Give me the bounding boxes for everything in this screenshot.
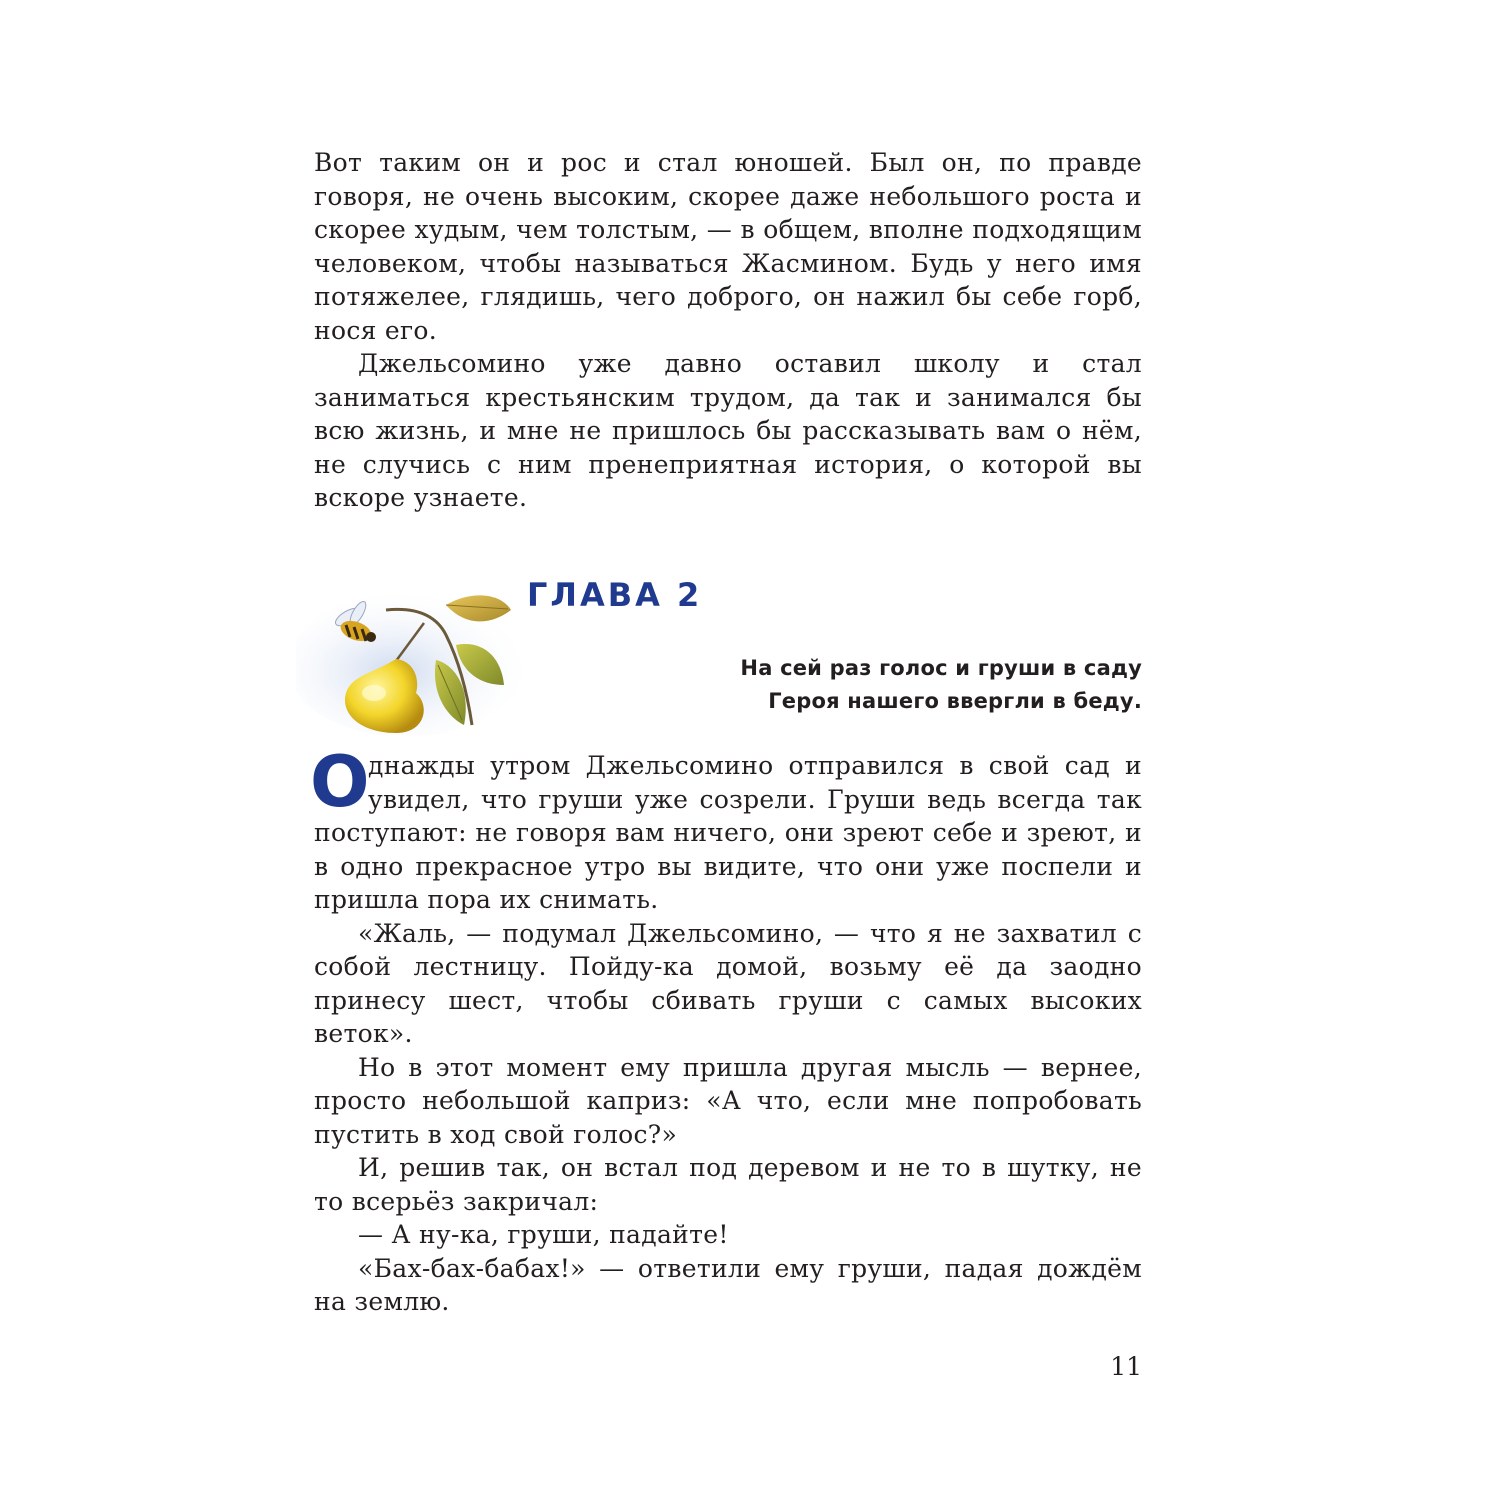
chapter-title: ГЛАВА 2: [527, 576, 703, 614]
paragraph: — А ну-ка, груши, падайте!: [358, 1220, 729, 1249]
paragraph: И, решив так, он встал под деревом и не то в шутку, не то всерьёз закричал:: [314, 1153, 1142, 1216]
paragraph: «Бах-бах-бабах!» — ответили ему груши, падая дождём на землю.: [314, 1253, 1142, 1316]
opening-paragraph-text: днажды утром Джельсомино отправился в свой сад и увидел, что груши уже созрели. Груши ведь всегда так поступают: не говоря вам ничего, они зреют себе и зреют, и в одно прекрасное утро вы видите, что они уже поспели и пришла пора их снимать.: [314, 751, 1142, 914]
paragraph: Но в этот момент ему пришла другая мысль — вернее, просто небольшой каприз: «А что, если мне попробовать пустить в ход свой голос?»: [314, 1052, 1142, 1149]
chapter-epigraph: [740, 652, 1142, 718]
page-number: 11: [1110, 1352, 1142, 1381]
paragraph: «Жаль, — подумал Джельсомино, — что я не захватил с собой лестницу. Пойду-ка домой, возьму её да заодно принесу шест, чтобы сбивать груши с самых высоких веток».: [314, 918, 1142, 1048]
paragraph: Джельсомино уже давно оставил школу и стал заниматься крестьянским трудом, да так и занимался бы всю жизнь, и мне не пришлось бы рассказывать вам о нём, не случись с ним пренеприятная история, о которой вы вскоре узнаете.: [314, 349, 1142, 512]
epigraph-line: Героя нашего ввергли в беду.: [768, 689, 1142, 713]
drop-cap-letter: О: [310, 741, 370, 823]
pear-bee-illustration: [296, 575, 526, 735]
opening-paragraph: [310, 741, 1142, 917]
epigraph-line: На сей раз голос и груши в саду: [740, 656, 1142, 680]
drop-cap: [310, 741, 370, 823]
text-block-top: [314, 146, 1142, 515]
paragraph: Вот таким он и рос и стал юношей. Был он, по правде говоря, не очень высоким, скорее даже небольшого роста и скорее худым, чем толстым, — в общем, вполне подходящим человеком, чтобы называться Жасмином. Будь у него имя потяжелее, глядишь, чего доброго, он нажил бы себе горб, нося его.: [314, 148, 1142, 345]
text-block-chapter: [310, 741, 1142, 1319]
